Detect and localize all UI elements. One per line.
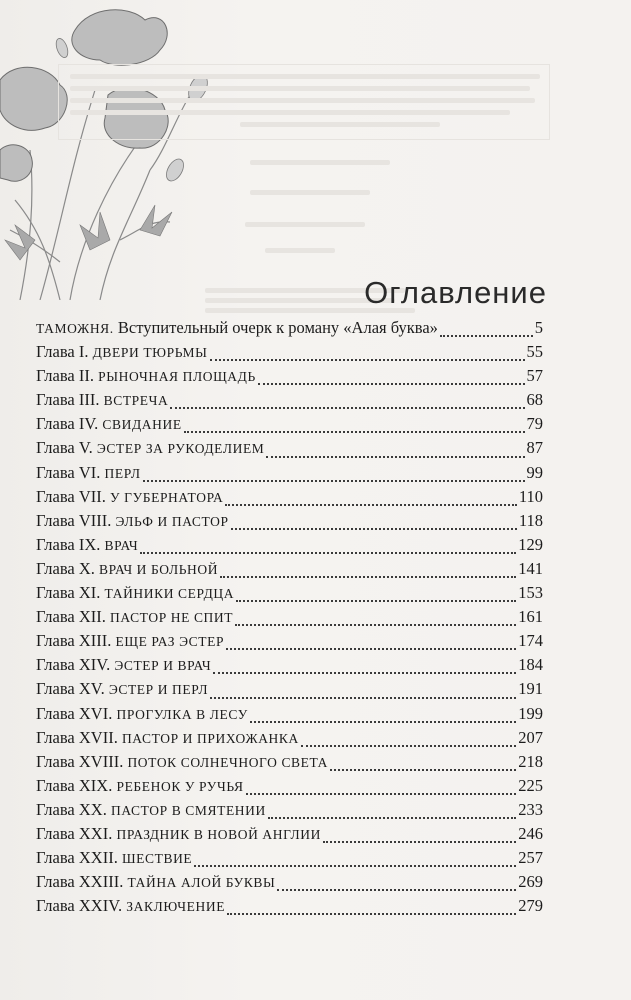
chapter-number: Глава VI. xyxy=(36,462,101,482)
chapter-title: ТАЙНИКИ СЕРДЦА xyxy=(104,586,235,602)
dot-leader xyxy=(236,600,516,602)
chapter-title: РЫНОЧНАЯ ПЛОЩАДЬ xyxy=(98,369,256,385)
toc-entry xyxy=(36,583,543,607)
page-number: 233 xyxy=(518,799,543,819)
show-through-line xyxy=(70,110,510,115)
show-through-line xyxy=(240,122,440,127)
page-number: 57 xyxy=(526,366,543,386)
entry-title-caps: ТАМОЖНЯ. xyxy=(36,321,114,336)
chapter-title: ПРОГУЛКА В ЛЕСУ xyxy=(116,706,248,722)
page-number: 68 xyxy=(526,390,543,410)
dot-leader xyxy=(213,672,516,674)
chapter-number: Глава XXI. xyxy=(36,823,113,843)
page-number: 5 xyxy=(534,318,543,337)
chapter-title: ЭСТЕР И ВРАЧ xyxy=(114,658,212,674)
show-through-line xyxy=(70,98,535,103)
toc-entry xyxy=(36,535,543,559)
page-number: 87 xyxy=(526,438,543,458)
toc-entry xyxy=(36,896,543,920)
dot-leader xyxy=(227,913,516,915)
page-number: 246 xyxy=(518,823,543,843)
chapter-number: Глава X. xyxy=(36,558,95,578)
table-of-contents xyxy=(36,318,543,920)
chapter-number: Глава XXII. xyxy=(36,848,118,868)
dot-leader xyxy=(440,335,533,337)
chapter-title: ПАСТОР И ПРИХОЖАНКА xyxy=(121,730,299,746)
page-number: 191 xyxy=(518,679,543,699)
chapter-number: Глава XXIV. xyxy=(36,896,123,916)
toc-entry xyxy=(36,631,543,655)
page-number: 218 xyxy=(518,751,543,771)
dot-leader xyxy=(235,624,516,626)
page-number: 184 xyxy=(518,655,543,675)
toc-entry xyxy=(36,487,543,511)
chapter-number: Глава IX. xyxy=(36,534,101,554)
page-number: 110 xyxy=(518,486,543,506)
chapter-title: ВРАЧ xyxy=(104,537,139,553)
toc-entry xyxy=(36,342,543,366)
toc-entry xyxy=(36,800,543,824)
dot-leader xyxy=(225,504,517,506)
show-through-line xyxy=(70,74,540,79)
page-number: 199 xyxy=(518,703,543,723)
page-number: 225 xyxy=(518,775,543,795)
toc-entry xyxy=(36,824,543,848)
chapter-title: ПАСТОР НЕ СПИТ xyxy=(110,610,234,626)
poppy-illustration xyxy=(0,0,230,300)
chapter-title: ЭСТЕР ЗА РУКОДЕЛИЕМ xyxy=(96,441,265,457)
page-number: 257 xyxy=(518,848,543,868)
chapter-title: ПОТОК СОЛНЕЧНОГО СВЕТА xyxy=(127,754,329,770)
page-number: 269 xyxy=(518,872,543,892)
toc-entry xyxy=(36,366,543,390)
dot-leader xyxy=(143,480,525,482)
show-through-line xyxy=(250,190,370,195)
page-number: 129 xyxy=(518,534,543,554)
chapter-number: Глава XIII. xyxy=(36,631,112,651)
chapter-title: ЕЩЕ РАЗ ЭСТЕР xyxy=(115,634,225,650)
page-number: 174 xyxy=(518,631,543,651)
chapter-title: ЗАКЛЮЧЕНИЕ xyxy=(126,899,226,915)
dot-leader xyxy=(184,431,525,433)
dot-leader xyxy=(220,576,516,578)
chapter-number: Глава VII. xyxy=(36,486,106,506)
chapter-number: Глава V. xyxy=(36,438,93,458)
show-through-line xyxy=(70,86,530,91)
dot-leader xyxy=(231,528,517,530)
toc-entry-intro xyxy=(36,318,543,342)
show-through-line xyxy=(245,222,365,227)
dot-leader xyxy=(266,456,524,458)
chapter-number: Глава XV. xyxy=(36,679,105,699)
toc-entry xyxy=(36,776,543,800)
toc-entry xyxy=(36,463,543,487)
toc-entry xyxy=(36,438,543,462)
dot-leader xyxy=(277,889,516,891)
page-number: 153 xyxy=(518,583,543,603)
show-through-line xyxy=(265,248,335,253)
chapter-number: Глава VIII. xyxy=(36,510,112,530)
page-number: 207 xyxy=(518,727,543,747)
chapter-title: ШЕСТВИЕ xyxy=(121,851,193,867)
page-number: 55 xyxy=(526,342,543,362)
chapter-number: Глава I. xyxy=(36,342,89,362)
page-number: 99 xyxy=(526,462,543,482)
toc-entry xyxy=(36,752,543,776)
chapter-number: Глава XX. xyxy=(36,799,107,819)
chapter-number: Глава XII. xyxy=(36,607,106,627)
dot-leader xyxy=(323,841,516,843)
chapter-list xyxy=(36,342,543,920)
chapter-title: ТАЙНА АЛОЙ БУКВЫ xyxy=(127,875,276,891)
dot-leader xyxy=(250,721,516,723)
show-through-line xyxy=(250,160,390,165)
toc-entry xyxy=(36,607,543,631)
dot-leader xyxy=(246,793,517,795)
chapter-title: ПЕРЛ xyxy=(104,465,141,481)
chapter-number: Глава XIX. xyxy=(36,775,113,795)
chapter-number: Глава IV. xyxy=(36,414,99,434)
chapter-title: ЭСТЕР И ПЕРЛ xyxy=(108,682,209,698)
dot-leader xyxy=(330,769,516,771)
chapter-title: ВРАЧ И БОЛЬНОЙ xyxy=(99,561,219,577)
chapter-title: РЕБЕНОК У РУЧЬЯ xyxy=(116,778,244,794)
chapter-title: ДВЕРИ ТЮРЬМЫ xyxy=(92,345,208,361)
toc-entry xyxy=(36,511,543,535)
toc-entry xyxy=(36,679,543,703)
entry-title: Вступительный очерк к роману «Алая буква» xyxy=(117,318,438,337)
page-number: 279 xyxy=(518,896,543,916)
page-number: 118 xyxy=(518,510,543,530)
dot-leader xyxy=(140,552,516,554)
chapter-number: Глава XVI. xyxy=(36,703,113,723)
chapter-number: Глава II. xyxy=(36,366,94,386)
chapter-number: Глава XVII. xyxy=(36,727,118,747)
chapter-title: СВИДАНИЕ xyxy=(102,417,182,433)
dot-leader xyxy=(170,407,524,409)
page-number: 161 xyxy=(518,607,543,627)
page-title: Оглавление xyxy=(364,274,547,310)
dot-leader xyxy=(226,648,516,650)
chapter-title: ПАСТОР В СМЯТЕНИИ xyxy=(110,802,266,818)
dot-leader xyxy=(210,697,516,699)
page-number: 141 xyxy=(518,558,543,578)
toc-entry xyxy=(36,704,543,728)
page-number: 79 xyxy=(526,414,543,434)
chapter-title: У ГУБЕРНАТОРА xyxy=(110,489,224,505)
chapter-number: Глава III. xyxy=(36,390,100,410)
chapter-number: Глава XI. xyxy=(36,583,101,603)
dot-leader xyxy=(194,865,516,867)
dot-leader xyxy=(301,745,516,747)
chapter-number: Глава XXIII. xyxy=(36,872,124,892)
toc-entry xyxy=(36,414,543,438)
chapter-number: Глава XIV. xyxy=(36,655,111,675)
dot-leader xyxy=(268,817,516,819)
toc-entry xyxy=(36,390,543,414)
dot-leader xyxy=(210,359,525,361)
toc-entry xyxy=(36,559,543,583)
toc-entry xyxy=(36,655,543,679)
chapter-number: Глава XVIII. xyxy=(36,751,124,771)
dot-leader xyxy=(258,383,525,385)
chapter-title: ВСТРЕЧА xyxy=(103,393,169,409)
chapter-title: ЭЛЬФ И ПАСТОР xyxy=(115,513,229,529)
chapter-title: ПРАЗДНИК В НОВОЙ АНГЛИИ xyxy=(116,826,321,842)
toc-entry xyxy=(36,872,543,896)
toc-entry xyxy=(36,848,543,872)
toc-entry xyxy=(36,728,543,752)
